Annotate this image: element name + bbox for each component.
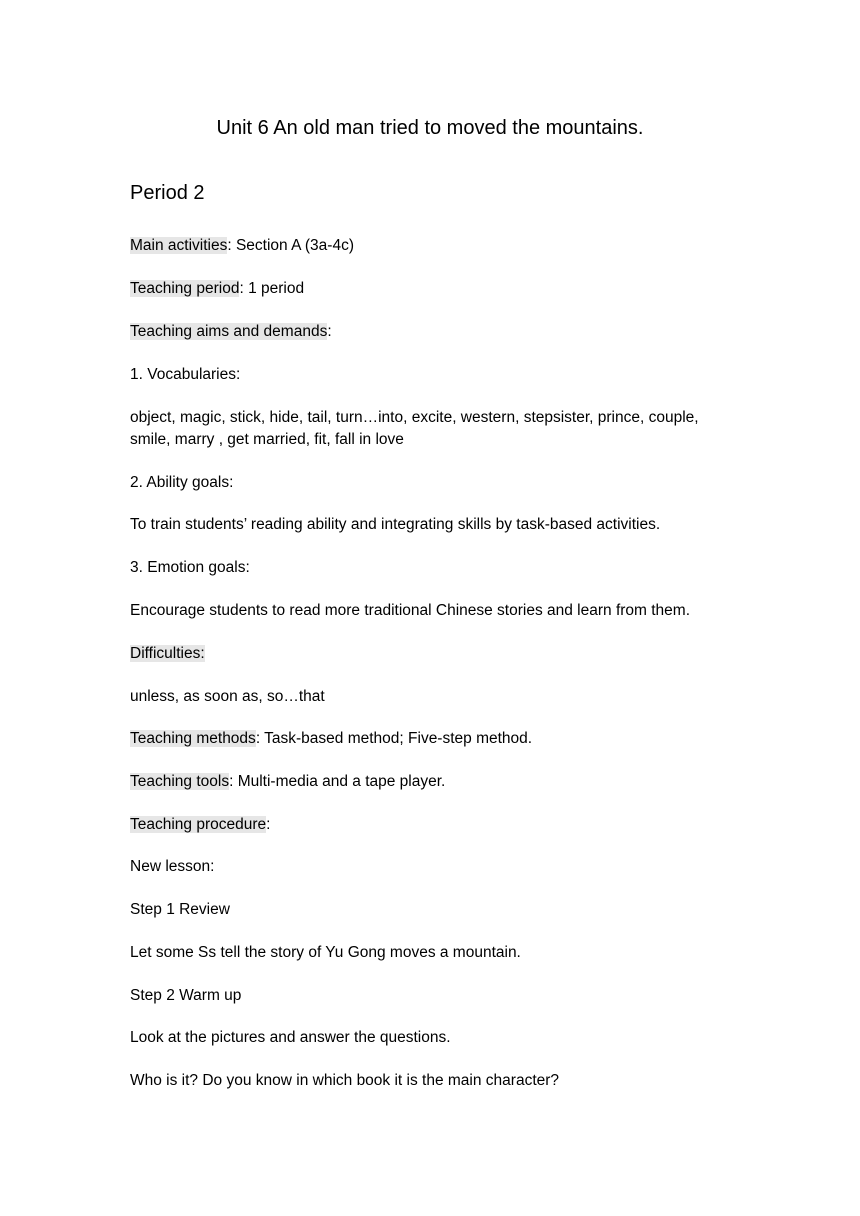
teaching-period-line [130, 278, 730, 300]
document-title: Unit 6 An old man tried to moved the mountains. [216, 117, 644, 139]
period-heading: Period 2 [130, 182, 205, 204]
teaching-aims-line [130, 321, 730, 343]
ability-goals-heading: 2. Ability goals: [130, 474, 234, 491]
vocabularies-heading: 1. Vocabularies: [130, 366, 241, 383]
emotion-goals-text: Encourage students to read more traditional Chinese stories and learn from them. [130, 602, 691, 619]
vocabularies-line-1: object, magic, stick, hide, tail, turn…into, excite, western, stepsister, prince, couple, [130, 409, 699, 426]
teaching-tools-label: Teaching tools [130, 773, 230, 790]
difficulties-line [130, 643, 730, 665]
step-1-text: Let some Ss tell the story of Yu Gong moves a mountain. [130, 944, 521, 961]
teaching-procedure-line [130, 814, 730, 836]
teaching-tools-line [130, 771, 730, 793]
main-activities-label: Main activities [130, 237, 228, 254]
main-activities-line [130, 235, 730, 257]
teaching-period-value: : 1 period [239, 280, 305, 297]
step-2-heading: Step 2 Warm up [130, 987, 242, 1004]
teaching-procedure-suffix: : [266, 816, 271, 833]
teaching-aims-suffix: : [327, 323, 332, 340]
teaching-methods-line [130, 728, 730, 750]
step-2-text: Look at the pictures and answer the questions. [130, 1029, 451, 1046]
teaching-aims-label: Teaching aims and demands [130, 323, 328, 340]
difficulties-text: unless, as soon as, so…that [130, 688, 325, 705]
teaching-methods-value: : Task-based method; Five-step method. [255, 730, 533, 747]
teaching-methods-label: Teaching methods [130, 730, 256, 747]
step-1-heading: Step 1 Review [130, 901, 230, 918]
new-lesson-heading: New lesson: [130, 858, 215, 875]
teaching-tools-value: : Multi-media and a tape player. [229, 773, 446, 790]
teaching-procedure-label: Teaching procedure [130, 816, 267, 833]
main-activities-value: : Section A (3a-4c) [227, 237, 354, 254]
teaching-period-label: Teaching period [130, 280, 240, 297]
difficulties-label: Difficulties: [130, 645, 205, 662]
vocabularies-line-2: smile, marry , get married, fit, fall in love [130, 431, 404, 448]
step-2-question: Who is it? Do you know in which book it is the main character? [130, 1072, 560, 1089]
ability-goals-text: To train students’ reading ability and integrating skills by task-based activities. [130, 516, 661, 533]
emotion-goals-heading: 3. Emotion goals: [130, 559, 250, 576]
